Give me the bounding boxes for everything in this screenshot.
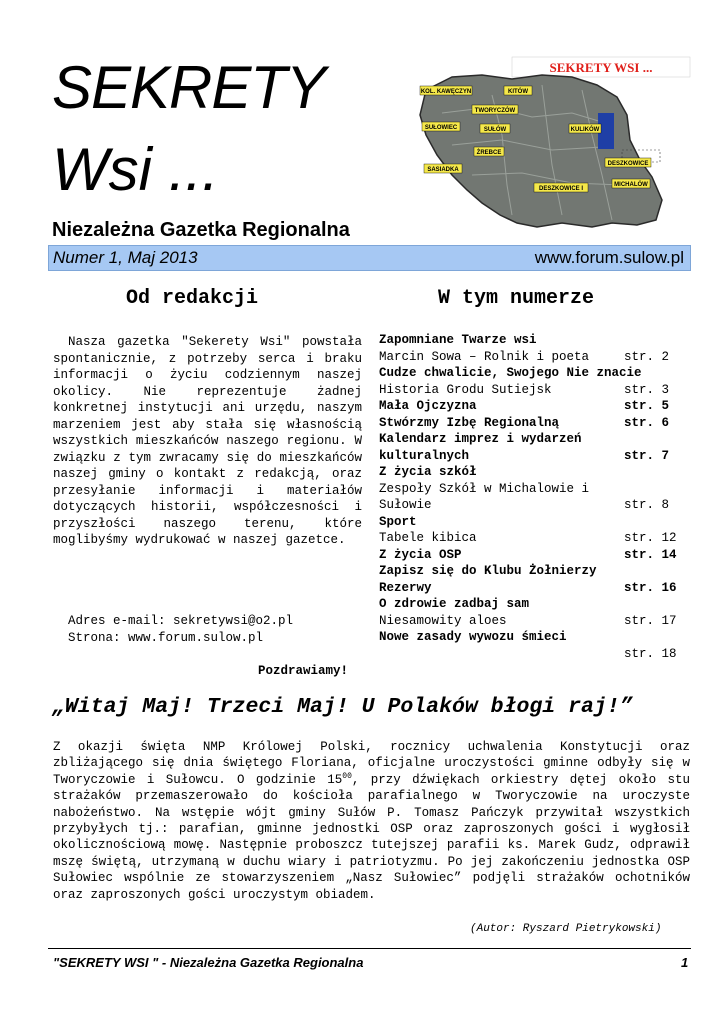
toc-entry-page: str. 14	[624, 547, 677, 562]
article-text: Z okazji święta NMP Królowej Polski, rocznicy uchwalenia Konstytucji oraz zbliżającego się dnia świętego Floriana, oficjalne uroczystości gminne odbyły się w Tworyczowie i Sułowcu. O godzinie 15	[53, 740, 690, 787]
page-number: 1	[681, 955, 689, 970]
website-link[interactable]: www.forum.sulow.pl	[534, 248, 684, 267]
region-map-image	[412, 55, 697, 235]
toc-entry	[379, 596, 689, 613]
toc-entry	[379, 497, 689, 514]
article-heading: „Witaj Maj! Trzeci Maj! U Polaków błogi raj!”	[52, 695, 633, 719]
toc-entry-title: Stwórzmy Izbę Regionalną	[379, 415, 560, 430]
toc-entry-title: Nowe zasady wywozu śmieci	[379, 630, 567, 644]
footer-divider	[48, 948, 691, 949]
toc-heading: W tym numerze	[438, 287, 595, 310]
issue-bar	[48, 245, 691, 271]
map-title: SEKRETY WSI ...	[549, 60, 653, 75]
toc-entry-title: Mała Ojczyzna	[379, 399, 477, 413]
masthead-title-second-line: Wsi ...	[52, 136, 219, 203]
issue-number: Numer 1, Maj 2013	[53, 248, 198, 267]
article-time-minutes: 00	[342, 771, 352, 781]
masthead-title: SEKRETY	[52, 54, 326, 121]
toc-entry-title: kulturalnych	[379, 448, 470, 463]
toc-entry	[379, 415, 689, 432]
masthead-subtitle: Niezależna Gazetka Regionalna	[52, 219, 350, 241]
toc-entry	[379, 332, 689, 349]
toc-entry	[379, 514, 689, 531]
toc-entry	[379, 365, 689, 382]
editorial-body	[53, 334, 362, 549]
toc-entry	[379, 613, 689, 630]
map-label: KULIKÓW	[570, 127, 600, 133]
toc-entry-page: str. 5	[624, 399, 670, 413]
toc-entry	[379, 398, 689, 415]
table-of-contents	[379, 332, 689, 662]
toc-entry	[379, 530, 689, 547]
map-label: DESZKOWICE	[607, 161, 649, 167]
footer-title: "SEKRETY WSI " - Niezależna Gazetka Regionalna	[53, 955, 364, 970]
toc-entry-title: Sport	[379, 514, 417, 529]
toc-entry-page: str. 16	[624, 580, 677, 595]
map-label: SUŁÓW	[483, 127, 507, 133]
toc-entry-title: Zapisz się do Klubu Żołnierzy	[379, 564, 597, 578]
toc-entry-page: str. 7	[624, 448, 670, 463]
editorial-paragraph: Nasza gazetka "Sekerety Wsi" powstała spontanicznie, z potrzeby serca i braku informacji o życiu codziennym naszej okolicy. Nie reprezentuje żadnej konkretnej instytucji ani urzędu, naszym marzeniem jest aby stała się własnością wszystkich mieszkańców naszego regionu. W związku z tym zwracamy się do mieszkańców naszej gminy o kontakt z redakcją, oraz przesyłanie informacji i materiałów dotyczących historii, współczesności i przyszłości naszego terenu, które moglibyśmy wydrukować w naszej gazetce.	[53, 335, 362, 547]
article-paragraph	[53, 739, 690, 903]
toc-entry-title: Rezerwy	[379, 580, 432, 595]
toc-entry	[379, 431, 689, 448]
toc-entry	[379, 580, 689, 597]
map-label: SASIADKA	[427, 167, 459, 173]
toc-entry-title: Tabele kibica	[379, 531, 477, 545]
toc-entry-title: Sułowie	[379, 498, 432, 512]
map-label: KITÓW	[508, 89, 528, 95]
toc-entry	[379, 563, 689, 580]
map-label: SUŁOWIEC	[424, 125, 458, 131]
toc-entry-page: str. 6	[624, 415, 670, 430]
editorial-heading: Od redakcji	[126, 287, 259, 310]
toc-entry-page: str. 17	[624, 613, 677, 628]
toc-entry-title: Zapomniane Twarze wsi	[379, 333, 537, 347]
contact-site[interactable]: Strona: www.forum.sulow.pl	[68, 630, 264, 645]
article-author: (Autor: Ryszard Pietrykowski)	[470, 923, 662, 935]
toc-entry-title: Niesamowity aloes	[379, 613, 507, 628]
map-label: TWORYCZÓW	[474, 108, 516, 114]
toc-entry-title: Zespoły Szkół w Michalowie i	[379, 481, 590, 496]
toc-entry	[379, 629, 689, 646]
article-body	[53, 739, 690, 903]
toc-entry-title: Z życia szkół	[379, 465, 477, 479]
toc-entry-page: str. 2	[624, 349, 670, 364]
toc-entry-title: Kalendarz imprez i wydarzeń	[379, 432, 582, 446]
toc-entry-title: Z życia OSP	[379, 547, 462, 562]
toc-entry-title: Marcin Sowa – Rolnik i poeta	[379, 349, 590, 364]
contact-email[interactable]: Adres e-mail: sekretywsi@o2.pl	[68, 614, 294, 628]
editorial-contact	[68, 613, 293, 646]
map-label: DESZKOWICE I	[538, 186, 584, 192]
toc-entry-title: Historia Grodu Sutiejsk	[379, 382, 552, 397]
editorial-greeting: Pozdrawiamy!	[258, 664, 349, 678]
toc-entry-page: str. 8	[624, 498, 670, 512]
toc-entry	[379, 448, 689, 465]
toc-entry	[379, 382, 689, 399]
toc-entry	[379, 464, 689, 481]
toc-entry	[379, 349, 689, 366]
toc-entry-page: str. 18	[624, 646, 677, 661]
map-label: KOL. KAWĘCZYN	[420, 89, 472, 95]
article-text-continued: , przy dźwiękach orkiestry dętej około stu strażaków przemaszerowało do kościoła parafialnego w Tworyczowie na uroczyste nabożeństwo. Na wstępie wójt gminy Sułów P. Tomasz Pańczyk przywitał wszystkich przybyłych tj.: parafian, gminne jednostki OSP oraz zaproszonych gości i wygłosił okolicznościową mowę. Następnie proboszcz tutejszej parafii ks. Marek Gudz, odprawił mszę świętą, utrzymaną w duchu wiary i patriotyzmu. Po jej zakończeniu jednostka OSP Sułowiec wspólnie ze stowarzyszeniem „Nasz Sułowiec” podjęli strażaków ochotników oraz zaproszonych gości uroczystym obiadem.	[53, 772, 690, 902]
toc-entry-title: O zdrowie zadbaj sam	[379, 597, 530, 611]
toc-entry-page: str. 12	[624, 531, 677, 545]
map-label: MICHALÓW	[614, 182, 648, 188]
toc-entry-title: Cudze chwalicie, Swojego Nie znacie	[379, 366, 642, 380]
toc-entry	[379, 646, 689, 663]
toc-entry	[379, 481, 689, 498]
map-label: ŻREBCE	[476, 150, 502, 156]
toc-entry-page: str. 3	[624, 382, 670, 397]
toc-entry	[379, 547, 689, 564]
